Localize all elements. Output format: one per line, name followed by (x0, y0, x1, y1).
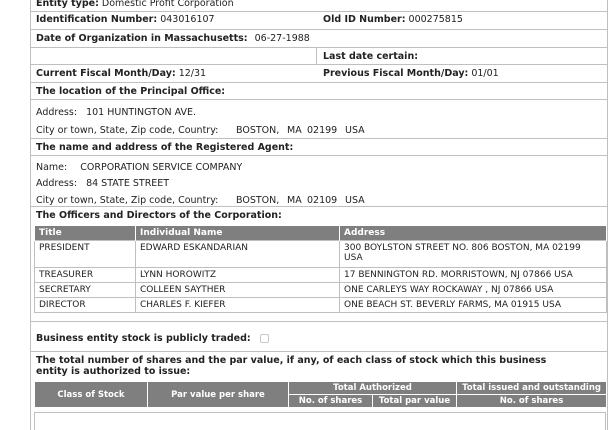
agent-zip: 02109 (307, 195, 338, 206)
agent-name-label: Name: (36, 162, 68, 173)
officers-table (34, 225, 607, 313)
old-id-line (323, 14, 463, 25)
publicly-traded-section (30, 321, 608, 322)
agent-name-line (36, 162, 242, 173)
table-row (35, 283, 607, 298)
officers-header-row (35, 226, 607, 241)
principal-address-value: 101 HUNTINGTON AVE. (86, 107, 196, 118)
publicly-traded-label: Business entity stock is publicly traded: (36, 333, 251, 344)
divider (30, 99, 608, 100)
publicly-traded-checkbox[interactable] (260, 334, 269, 343)
last-date-row (30, 47, 608, 64)
registered-agent-section (30, 138, 608, 139)
principal-city: BOSTON, (236, 125, 280, 136)
divider (316, 47, 317, 64)
registered-agent-heading: The name and address of the Registered Agent: (36, 142, 294, 153)
officer-title: SECRETARY (35, 283, 136, 298)
col-title: Title (35, 226, 136, 241)
prev-fiscal-line (323, 68, 499, 79)
table-row (35, 268, 607, 283)
stock-table-body (34, 412, 606, 430)
col-address: Address (340, 226, 607, 241)
principal-office-heading: The location of the Principal Office: (36, 86, 226, 97)
publicly-traded-line (36, 333, 269, 344)
table-row (35, 298, 607, 313)
officer-address: ONE CARLEYS WAY ROCKAWAY , NJ 07866 USA (340, 283, 607, 298)
shares-section (30, 351, 608, 352)
identification-label: Identification Number: (36, 14, 158, 25)
officer-address: 17 BENNINGTON RD. MORRISTOWN, NJ 07866 USA (340, 268, 607, 283)
officer-name: COLLEEN SAYTHER (136, 283, 340, 298)
identification-line (36, 14, 215, 25)
officer-name: EDWARD ESKANDARIAN (136, 241, 340, 268)
col-issued-no-of-shares: No. of shares (457, 395, 607, 408)
officer-title: TREASURER (35, 268, 136, 283)
col-class-of-stock: Class of Stock (35, 382, 148, 408)
agent-address-label: Address: (36, 178, 78, 189)
col-total-issued: Total issued and outstanding (457, 382, 607, 395)
principal-city-label: City or town, State, Zip code, Country: (36, 125, 219, 136)
officer-name: CHARLES F. KIEFER (136, 298, 340, 313)
officers-section (30, 206, 608, 207)
principal-address-label: Address: (36, 107, 78, 118)
officer-title: DIRECTOR (35, 298, 136, 313)
col-total-par-value: Total par value (373, 395, 457, 408)
agent-address-value: 84 STATE STREET (86, 178, 170, 189)
col-no-of-shares: No. of shares (289, 395, 373, 408)
fiscal-value: 12/31 (178, 68, 207, 79)
identification-value: 043016107 (160, 14, 215, 25)
prev-fiscal-label: Previous Fiscal Month/Day: (323, 68, 469, 79)
col-individual-name: Individual Name (136, 226, 340, 241)
officer-address: 300 BOYLSTON STREET NO. 806 BOSTON, MA 02199 USA (340, 241, 607, 268)
org-date-line (36, 33, 310, 44)
officer-address: ONE BEACH ST. BEVERLY FARMS, MA 01915 USA (340, 298, 607, 313)
principal-state: MA (287, 125, 302, 136)
col-par-value: Par value per share (148, 382, 289, 408)
entity-type-label: Entity type: (36, 0, 99, 9)
principal-country: USA (345, 125, 365, 136)
table-row (35, 241, 607, 268)
officers-heading: The Officers and Directors of the Corporation: (36, 210, 282, 221)
principal-zip: 02199 (307, 125, 338, 136)
officer-title: PRESIDENT (35, 241, 136, 268)
stock-header-row (35, 382, 607, 395)
stock-table (34, 381, 607, 408)
entity-type-value: Domestic Profit Corporation (101, 0, 234, 9)
principal-address-line (36, 107, 196, 118)
agent-state: MA (287, 195, 302, 206)
fiscal-line (36, 68, 206, 79)
fiscal-label: Current Fiscal Month/Day: (36, 68, 176, 79)
officer-name: LYNN HOROWITZ (136, 268, 340, 283)
agent-name-value: CORPORATION SERVICE COMPANY (80, 162, 243, 173)
old-id-label: Old ID Number: (323, 14, 406, 25)
prev-fiscal-value: 01/01 (471, 68, 499, 79)
col-total-authorized: Total Authorized (289, 382, 457, 395)
org-date-label: Date of Organization in Massachusetts: (36, 33, 248, 44)
principal-office-section (30, 82, 608, 83)
agent-country: USA (345, 195, 365, 206)
agent-city-label: City or town, State, Zip code, Country: (36, 195, 219, 206)
entity-type-line (36, 0, 234, 9)
agent-address-line (36, 178, 169, 189)
shares-heading: The total number of shares and the par value, if any, of each class of stock which this business entity is authorized to issue: (36, 355, 547, 377)
last-date-label: Last date certain: (323, 51, 418, 62)
agent-city: BOSTON, (236, 195, 280, 206)
old-id-value: 000275815 (408, 14, 463, 25)
divider (30, 155, 608, 156)
org-date-value: 06-27-1988 (254, 33, 310, 44)
